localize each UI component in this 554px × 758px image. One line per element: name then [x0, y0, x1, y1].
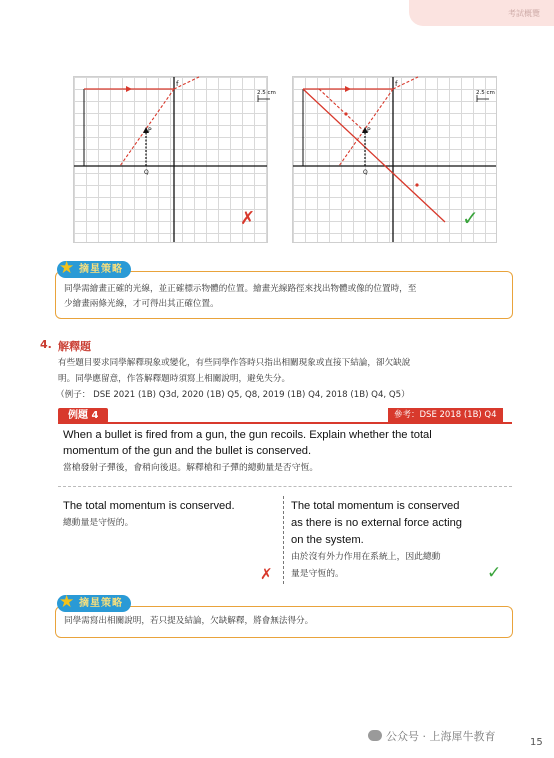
question-en-line-2: momentum of the gun and the bullet is conserved.: [63, 445, 312, 457]
section-intro-line-1: 有些題目要求同學解釋現象或變化，有些同學作答時只指出相關現象或直接下結論，卻欠缺說: [58, 358, 411, 368]
watermark-text: 公众号 · 上海犀牛教育: [386, 730, 496, 743]
point-q-label: Q: [144, 169, 149, 176]
strategy-1-line-2: 少繪畫兩條光線，才可得出其正確位置。: [64, 299, 219, 309]
strategy-2-line-1: 同學需寫出相關說明，若只提及結論，欠缺解釋，將會無法得分。: [64, 616, 314, 626]
point-q-label: Q: [363, 169, 368, 176]
right-answer-en-line-3: on the system.: [291, 534, 364, 546]
ray-diagram-left-svg: [74, 77, 276, 242]
header-tab-label: 考試概覽: [508, 9, 540, 18]
question-en-line-1: When a bullet is fired from a gun, the gun recoils. Explain whether the total: [63, 429, 432, 441]
cross-icon: ✗: [260, 565, 273, 583]
header-tab: [409, 0, 554, 26]
cross-icon: ✗: [240, 208, 256, 229]
right-answer-en-line-2: as there is no external force acting: [291, 517, 463, 529]
focal-label: f: [395, 80, 398, 88]
strategy-1-line-1: 同學需繪畫正確的光線，並正確標示物體的位置。繪畫光線路徑來找出物體或像的位置時，至: [64, 284, 417, 294]
reference-tag: 參考：DSE 2018 (1B) Q4: [388, 408, 503, 422]
strategy-badge-1-label: 摘星策略: [79, 264, 123, 275]
section-number: 4.: [40, 338, 52, 351]
answer-column-divider: [283, 496, 284, 584]
star-icon: ★: [59, 592, 76, 612]
focal-label: f: [176, 80, 179, 88]
example-rule: [58, 422, 512, 424]
star-icon: ★: [59, 258, 76, 278]
answer-divider: [58, 486, 512, 487]
strategy-badge-2-label: 摘星策略: [79, 598, 123, 609]
example-tag: 例題 4: [58, 408, 108, 423]
strategy-badge-1: [57, 258, 131, 278]
right-answer-zh-line-1: 由於沒有外力作用在系統上，因此總動: [291, 552, 441, 562]
right-answer-zh-line-2: 量是守恆的。: [291, 569, 344, 579]
wechat-icon: [368, 730, 382, 741]
section-title: 解釋題: [58, 340, 91, 353]
right-answer-en-line-1: The total momentum is conserved: [291, 500, 460, 512]
watermark: [368, 728, 496, 744]
tick-icon: ✓: [487, 563, 502, 583]
wrong-answer-en: The total momentum is conserved.: [63, 500, 235, 512]
strategy-badge-2: [57, 592, 131, 612]
section-intro-line-3: （例子： DSE 2021 (1B) Q3d, 2020 (1B) Q5, Q8, 2019 (1B) Q4, 2018 (1B) Q4, Q5）: [56, 390, 410, 400]
scale-label: 2.5 cm: [476, 90, 495, 96]
wrong-answer-zh: 總動量是守恆的。: [63, 518, 134, 528]
point-p-label: P: [148, 127, 152, 134]
tick-icon: ✓: [462, 206, 479, 230]
ray-diagram-left: [73, 76, 276, 243]
page-number: 15: [530, 737, 543, 748]
question-zh: 當槍發射子彈後，會稍向後退。解釋槍和子彈的總動量是否守恆。: [63, 463, 319, 473]
point-p-label: P: [367, 127, 371, 134]
section-intro-line-2: 明。同學應留意，作答解釋題時須寫上相關說明，避免失分。: [58, 374, 291, 384]
scale-label: 2.5 cm: [257, 90, 276, 96]
